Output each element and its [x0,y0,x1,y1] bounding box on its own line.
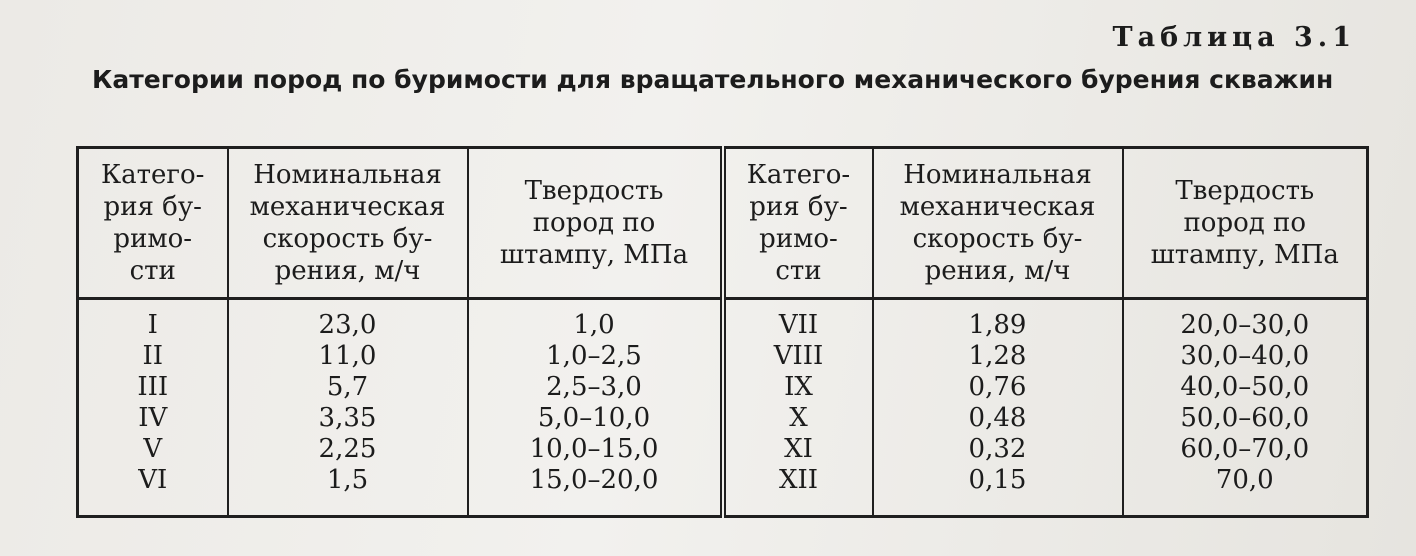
table-cell: 5,0–10,0 [537,403,651,433]
table-cell: VI [138,465,168,495]
table-cell: IV [138,403,168,433]
table-cell: 1,28 [968,341,1027,371]
table-cell: 2,5–3,0 [546,372,642,402]
table-cell: 10,0–15,0 [529,434,659,464]
header-hardness-left: Твердость пород по штампу, МПа [468,148,723,299]
table-number: Таблица 3.1 [1112,22,1356,53]
table-cell: 60,0–70,0 [1180,434,1310,464]
table-cell: 0,48 [968,403,1027,433]
table-cell: 3,35 [318,403,377,433]
header-speed-right: Номинальная механическая скорость бу- рения, м/ч [873,148,1123,299]
category-column-right [723,299,873,517]
table-cell: 0,15 [968,465,1027,495]
table-cell: 1,89 [968,310,1027,340]
table-cell: 0,76 [968,372,1027,402]
header-category-right: Катего- рия бу- римо- сти [723,148,873,299]
table-cell: 11,0 [318,341,377,371]
table-cell: XII [778,465,819,495]
hardness-column-right [1123,299,1368,517]
table-cell: 23,0 [318,310,377,340]
speed-column-right [873,299,1123,517]
category-column-left [78,299,228,517]
table-cell: 40,0–50,0 [1180,372,1310,402]
table-cell: X [789,403,808,433]
table-cell: IX [784,372,813,402]
table-cell: II [142,341,164,371]
table-cell: 1,0–2,5 [546,341,642,371]
table-cell: 50,0–60,0 [1180,403,1310,433]
hardness-column-left [468,299,723,517]
table-cell: 1,5 [326,465,369,495]
table-cell: III [137,372,169,402]
table-cell: VIII [773,341,824,371]
table-body-row [78,299,1368,517]
header-row [78,148,1368,299]
table-cell: VII [778,310,819,340]
table-cell: XI [784,434,813,464]
drillability-table [76,146,1369,518]
header-speed-left: Номинальная механическая скорость бу- рения, м/ч [228,148,468,299]
table-cell: 2,25 [318,434,377,464]
table-caption: Категории пород по буримости для вращательного механического бурения скважин [92,65,1334,94]
table-cell: I [147,310,158,340]
header-category-left: Катего- рия бу- римо- сти [78,148,228,299]
table-cell: 5,7 [326,372,369,402]
table-cell: 15,0–20,0 [529,465,659,495]
table-cell: 30,0–40,0 [1180,341,1310,371]
header-hardness-right: Твердость пород по штампу, МПа [1123,148,1368,299]
table-cell: 1,0 [573,310,615,340]
table-cell: 0,32 [968,434,1027,464]
table-cell: 70,0 [1215,465,1274,495]
table-cell: 20,0–30,0 [1180,310,1310,340]
table-cell: V [143,434,163,464]
speed-column-left [228,299,468,517]
